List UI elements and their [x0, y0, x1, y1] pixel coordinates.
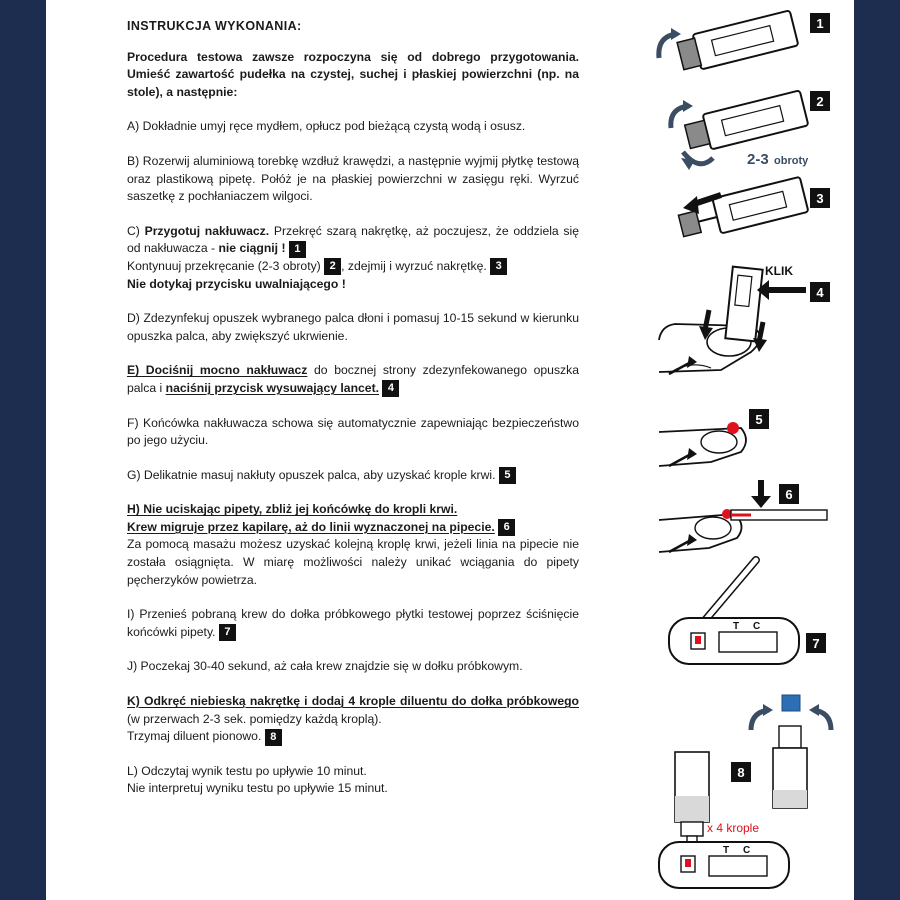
step-k-text: (w przerwach 2-3 sek. pomiędzy każdą kroplą). — [127, 711, 382, 726]
step-badge-1: 1 — [289, 241, 306, 258]
step-c-bold-prepare: Przygotuj nakłuwacz. — [144, 223, 270, 238]
step-e-press: E) Dociśnij mocno nakłuwacz — [127, 363, 308, 378]
figure-5 — [659, 409, 769, 466]
step-k — [127, 693, 579, 746]
instructions-text — [127, 18, 579, 815]
figure-label-7: 7 — [812, 636, 820, 651]
step-c-text: C) — [127, 223, 145, 238]
step-l-line2: Nie interpretuj wyniku testu po upływie 15 minut. — [127, 781, 388, 796]
figure-7 — [669, 560, 826, 664]
t-label-7: T — [733, 621, 740, 632]
step-h — [127, 501, 579, 589]
drops-label: x 4 krople — [707, 821, 760, 835]
step-c-bold-no-touch: Nie dotykaj przycisku uwalniającego ! — [127, 276, 346, 291]
blue-cap — [782, 695, 800, 711]
illustrations-column — [601, 0, 851, 900]
step-k-unscrew: K) Odkręć niebieską nakrętkę i dodaj 4 krople diluentu do dołka próbkowego — [127, 694, 579, 709]
figure-1 — [659, 10, 830, 73]
figure-3 — [676, 177, 830, 243]
step-h-pipette: H) Nie uciskając pipety, zbliż jej końcówkę do kropli krwi. — [127, 502, 458, 517]
figure-8 — [659, 695, 831, 888]
step-i-text: I) Przenieś pobraną krew do dołka próbkowego płytki testowej poprzez ściśnięcie końcówki pipety. — [127, 607, 579, 639]
rotations-label: 2-3 — [747, 151, 769, 168]
step-badge-6: 6 — [498, 519, 515, 536]
step-i — [127, 606, 579, 641]
figure-label-1: 1 — [816, 16, 824, 31]
figure-label-4: 4 — [816, 285, 824, 300]
step-h-text: Za pomocą masażu możesz uzyskać kolejną kroplę krwi, jeżeli linia na pipecie nie została osiągnięta. W miarę możliwości należy unikać wciągania do pipety pęcherzyków powietrza. — [127, 537, 579, 587]
step-l — [127, 763, 579, 798]
t-label-8: T — [723, 845, 730, 856]
step-l-line1: L) Odczytaj wynik testu po upływie 10 minut. — [127, 763, 367, 778]
step-e-button: naciśnij przycisk wysuwający lancet. — [165, 380, 380, 395]
click-label: KLIK — [765, 264, 793, 278]
figure-label-6: 6 — [785, 487, 793, 502]
c-label-7: C — [753, 621, 761, 632]
blood-drop-5 — [727, 422, 739, 434]
figure-6 — [659, 480, 827, 552]
step-c-text-4: , zdejmij i wyrzuć nakrętkę. — [341, 258, 487, 273]
step-badge-4: 4 — [382, 380, 399, 397]
page-title: INSTRUKCJA WYKONANIA: — [127, 19, 302, 33]
figure-label-5: 5 — [755, 412, 763, 427]
step-c — [127, 223, 579, 293]
step-g — [127, 467, 579, 485]
step-badge-2: 2 — [324, 258, 341, 275]
figure-label-2: 2 — [816, 94, 824, 109]
intro-paragraph: Procedura testowa zawsze rozpoczyna się od dobrego przygotowania. Umieść zawartość pudełka na czystej, suchej i płaskiej powierzchni (np. na stole), a następnie: — [127, 49, 579, 99]
figure-2 — [671, 90, 830, 170]
step-j: J) Poczekaj 30-40 sekund, aż cała krew znajdzie się w dołku próbkowym. — [127, 659, 523, 674]
step-badge-5: 5 — [499, 467, 516, 484]
step-c-text-3: Kontynuuj przekręcanie (2-3 obroty) — [127, 258, 321, 273]
step-k-text-2: Trzymaj diluent pionowo. — [127, 729, 262, 744]
step-a: A) Dokładnie umyj ręce mydłem, opłucz pod bieżącą czystą wodą i osusz. — [127, 119, 526, 134]
c-label-8: C — [743, 845, 751, 856]
step-badge-8: 8 — [265, 729, 282, 746]
illustrations-svg — [601, 0, 851, 900]
rotations-suffix: obroty — [774, 155, 809, 167]
step-badge-7: 7 — [219, 624, 236, 641]
step-e — [127, 362, 579, 397]
step-e-text: do bocznej strony zdezynfekowanego opuszka palca i — [127, 363, 580, 395]
step-c-text-2: Przekręć szarą nakrętkę, aż poczujesz, że oddziela się od nakłuwacza - — [127, 223, 579, 256]
figure-label-8: 8 — [737, 765, 745, 780]
figure-4 — [659, 264, 830, 374]
instruction-sheet — [46, 0, 854, 900]
step-h-capillary: Krew migruje przez kapilarę, aż do linii wyznaczonej na pipecie. — [127, 519, 495, 534]
step-b: B) Rozerwij aluminiową torebkę wzdłuż krawędzi, a następnie wyjmij płytkę testową oraz plastikową pipetę. Połóż je na płaskiej powierzchni w zasięgu ręki. Wyrzuć saszetkę z pochłaniaczem wilgoci. — [127, 153, 579, 204]
figure-label-3: 3 — [816, 191, 824, 206]
step-g-text: G) Delikatnie masuj nakłuty opuszek palca, aby uzyskać krople krwi. — [127, 467, 496, 482]
step-c-bold-warning: nie ciągnij ! — [218, 241, 286, 256]
step-badge-3: 3 — [490, 258, 507, 275]
step-f: F) Końcówka nakłuwacza schowa się automatycznie zapewniając bezpieczeństwo po jego użyciu. — [127, 415, 579, 448]
step-d: D) Zdezynfekuj opuszek wybranego palca dłoni i pomasuj 10-15 sekund w kierunku opuszka palca, aby zwiększyć ukrwienie. — [127, 311, 579, 343]
